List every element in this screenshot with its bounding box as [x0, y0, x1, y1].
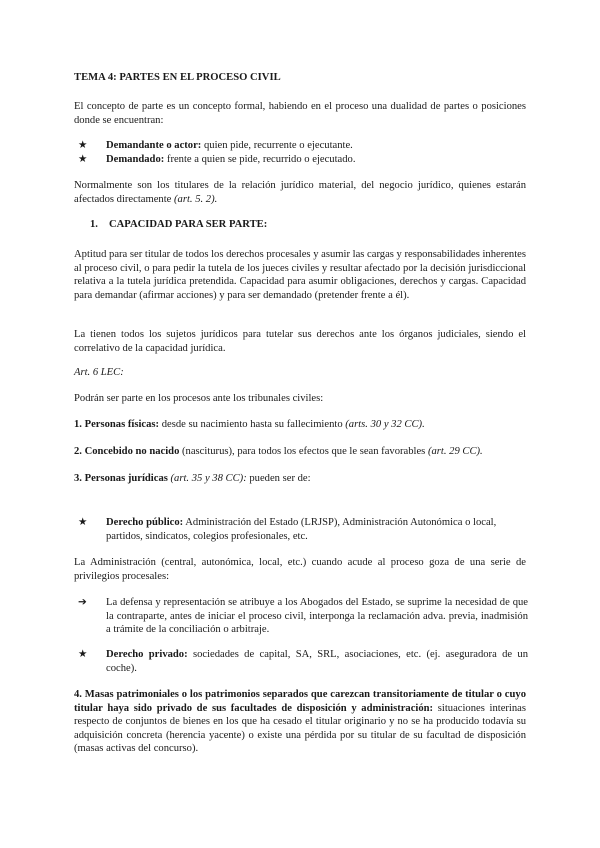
derecho-publico-item: ★ Derecho público: Administración del Estado (LRJSP), Administración Autonómica o local, partidos, sindicatos, colegios profesionales, etc.: [78, 517, 497, 542]
star-icon: ★: [78, 517, 88, 528]
podran-paragraph: Podrán ser parte en los procesos ante los tribunales civiles:: [74, 393, 324, 404]
list-item: ★ Demandado: frente a quien se pide, recurrido o ejecutado.: [78, 153, 356, 165]
star-icon: ★: [78, 649, 88, 660]
normalmente-paragraph: Normalmente son los titulares de la relación jurídico material, del negocio jurídico, quienes estarán afectados directamente (art. 5. 2).: [74, 180, 526, 205]
star-icon: ★: [78, 140, 88, 151]
arrow-right-icon: ➔: [78, 597, 87, 608]
list-item: ★ Demandante o actor: quien pide, recurrente o ejecutante.: [78, 140, 353, 151]
derecho-privado-item: ★ Derecho privado: sociedades de capital, SA, SRL, asociaciones, etc. (ej. aseguradora de un coche).: [78, 649, 529, 674]
document-title: TEMA 4: PARTES EN EL PROCESO CIVIL: [74, 72, 281, 83]
list-item: 2. Concebido no nacido (nasciturus), para todos los efectos que le sean favorables (art. 29 CC).: [74, 446, 483, 457]
list-item: 3. Personas jurídicas (art. 35 y 38 CC): pueden ser de:: [74, 473, 311, 484]
article-reference: Art. 6 LEC:: [74, 367, 124, 378]
aptitud-paragraph: Aptitud para ser titular de todos los derechos procesales y asumir las cargas y responsabilidades inherentes al proceso civil, o para pedir la tutela de los jueces civiles y resultar afectado por la decisión jurisdiccional relativa a la tutela jurídica pretendida. Capacidad para asumir obligaciones, derechos y cargas. Capacidad para demandar (afirmar acciones) y para ser demandado (pretender frente a él).: [74, 249, 526, 301]
administracion-paragraph: La Administración (central, autonómica, local, etc.) cuando acude al proceso goza de una serie de privilegios procesales:: [74, 557, 526, 582]
defensa-item: ➔ La defensa y representación se atribuye a los Abogados del Estado, se suprime la necesidad de que la contraparte, antes de iniciar el proceso civil, interponga la reclamación adva. previa, inadmisión a trámite de la conciliación o arbitraje.: [78, 597, 528, 636]
intro-paragraph: El concepto de parte es un concepto formal, habiendo en el proceso una dualidad de partes o posiciones donde se encuentran:: [74, 101, 526, 126]
star-icon: ★: [78, 153, 88, 165]
list-item: 1. Personas físicas: desde su nacimiento hasta su fallecimiento (arts. 30 y 32 CC).: [74, 419, 425, 430]
tienen-paragraph: La tienen todos los sujetos jurídicos para tutelar sus derechos ante los órganos judiciales, siendo el correlativo de la capacidad jurídica.: [74, 329, 526, 354]
parties-list: [78, 139, 528, 166]
section-heading: 1. CAPACIDAD PARA SER PARTE:: [90, 219, 268, 230]
list-item: 4. Masas patrimoniales o los patrimonios separados que carezcan transitoriamente de titular o cuyo titular haya sido privado de sus facultades de disposición y administración: situaciones interinas respecto de conjuntos de bienes en los que ha cesado el titular originario y no se ha producido todavía su adquisición concreta (herencia yacente) o existe una pérdida por su titular de su facultad de disposición (masas activas del concurso).: [74, 689, 526, 755]
